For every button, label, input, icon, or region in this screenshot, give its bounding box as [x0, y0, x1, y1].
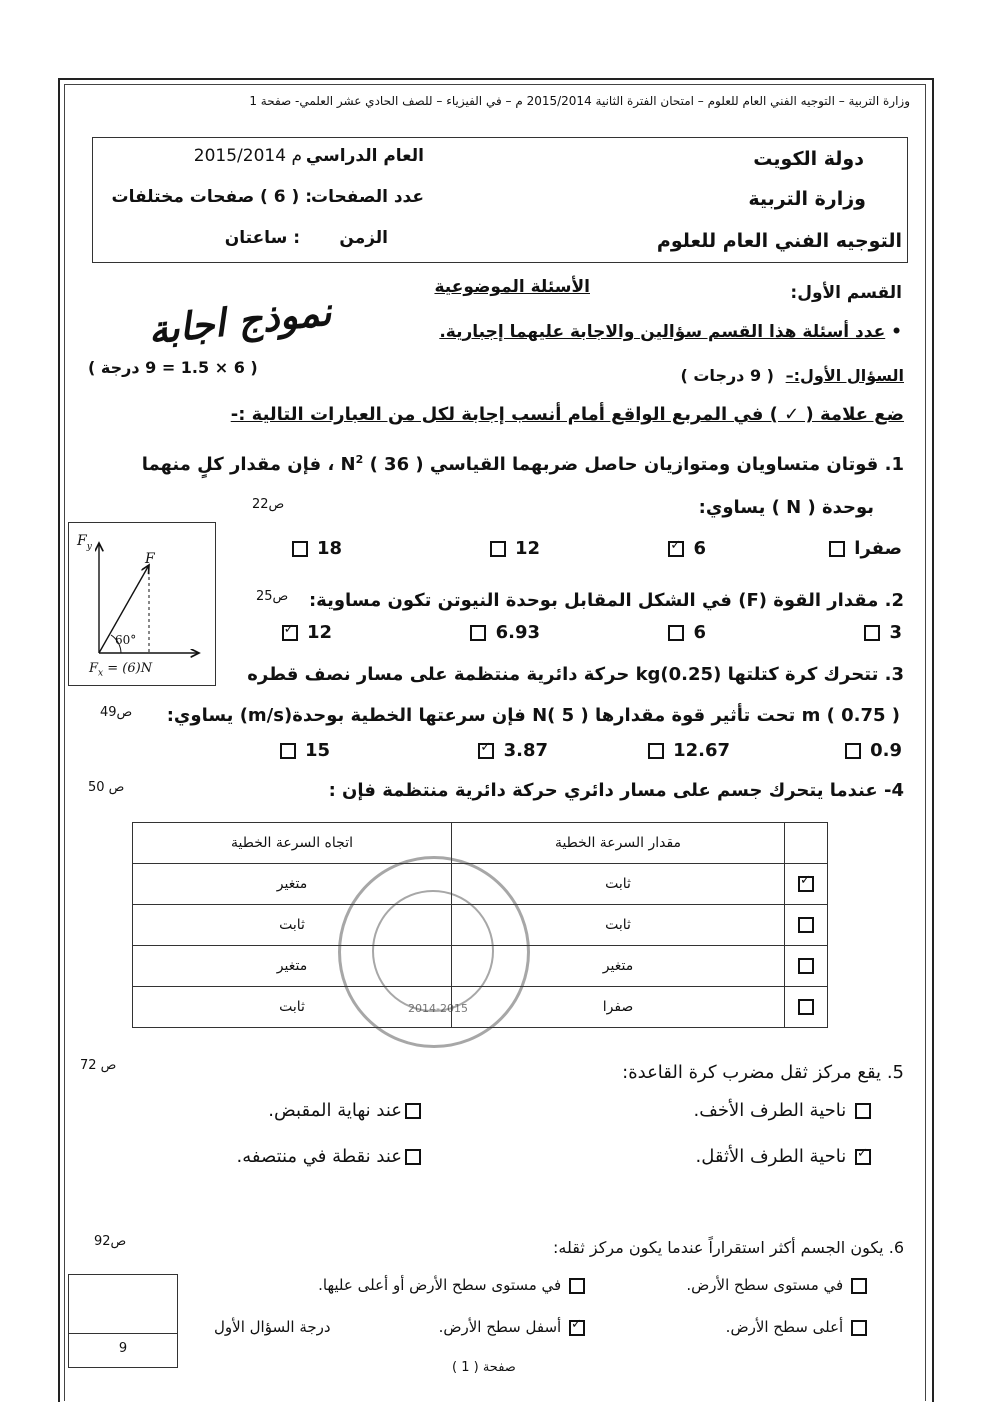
q2-option-2[interactable]: 6 — [665, 622, 706, 643]
q5-option-1[interactable]: ناحية الطرف الأخف. — [694, 1100, 874, 1121]
checkbox-icon — [864, 625, 880, 641]
table-option-checkbox[interactable] — [785, 864, 828, 905]
q2-ref: ص25 — [256, 589, 289, 604]
directorate: التوجيه الفني العام للعلوم — [656, 230, 902, 252]
q4-text: 4- عندما يتحرك جسم على مسار دائري حركة دائرية منتظمة فإن : — [328, 780, 904, 801]
country: دولة الكويت — [753, 148, 864, 170]
pages-value: : ( 6 ) صفحات مختلفات — [111, 187, 312, 207]
checkbox-icon — [668, 625, 684, 641]
checkbox-icon — [405, 1149, 421, 1165]
time-label: الزمن — [339, 228, 388, 248]
checkbox-icon — [851, 1278, 867, 1294]
table-option-checkbox[interactable] — [785, 987, 828, 1028]
table-option-checkbox[interactable] — [785, 905, 828, 946]
q4-ref: ص 50 — [88, 780, 125, 795]
section-note: • عدد أسئلة هذا القسم سؤالين والاجابة عليهما إجبارية. — [439, 322, 902, 342]
q1-label: السؤال الأول:– — [785, 366, 904, 385]
table-cell: متغير — [133, 864, 452, 905]
checkbox-icon — [490, 541, 506, 557]
checked-checkbox-icon — [569, 1320, 585, 1336]
q1-marks: ( 9 درجات ) — [680, 366, 774, 385]
top-header: وزارة التربية – التوجيه الفني العام للعلوم – امتحان الفترة الثانية 2015/2014 م – في الفيزياء – للصف الحادي عشر العلمي- صفحة 1 — [249, 94, 910, 108]
table-cell: متغير — [133, 946, 452, 987]
force-figure — [68, 522, 216, 686]
table-cell: متغير — [452, 946, 785, 987]
checked-checkbox-icon — [855, 1149, 871, 1165]
q2-text: 2. مقدار القوة (F) في الشكل المقابل بوحدة النيوتن تكون مساوية: — [308, 590, 904, 611]
checkbox-icon — [855, 1103, 871, 1119]
score-label: درجة السؤال الأول — [214, 1318, 331, 1336]
checkbox-icon — [829, 541, 845, 557]
checkbox-icon — [851, 1320, 867, 1336]
score-box — [68, 1274, 178, 1368]
table-cell — [785, 823, 828, 864]
ministry: وزارة التربية — [748, 188, 866, 210]
year-value: 2015/2014 م — [193, 146, 302, 166]
table-cell: ثابت — [452, 864, 785, 905]
q3-ref: ص49 — [100, 705, 133, 720]
checkbox-icon — [845, 743, 861, 759]
year-label: العام الدراسي — [305, 146, 424, 166]
fx-label: $F_x = (6)N$ — [89, 661, 153, 679]
q1-option-2[interactable]: ✓ 6 — [665, 538, 706, 559]
checkbox-icon — [292, 541, 308, 557]
checkbox-icon — [798, 999, 814, 1015]
q6-ref: ص92 — [94, 1234, 127, 1249]
checkbox-icon — [470, 625, 486, 641]
section-subtitle: الأسئلة الموضوعية — [434, 277, 590, 297]
q1-option-4[interactable]: 18 — [289, 538, 342, 559]
section-title: القسم الأول: — [790, 283, 902, 303]
q3-option-1[interactable]: 0.9 — [842, 740, 902, 761]
checked-checkbox-icon — [282, 625, 298, 641]
q2-option-4[interactable]: ✓ 12 — [279, 622, 332, 643]
checkbox-icon — [280, 743, 296, 759]
checked-checkbox-icon — [478, 743, 494, 759]
fy-label: $F_y$ — [77, 533, 92, 552]
page-footer: صفحة ( 1 ) — [452, 1360, 516, 1375]
q6-option-1[interactable]: في مستوى سطح الأرض. — [686, 1276, 870, 1294]
q3-option-3[interactable]: ✓ 3.87 — [475, 740, 548, 761]
q1-option-1[interactable]: صفرا — [826, 538, 902, 559]
table-cell: ثابت — [133, 987, 452, 1028]
angle-label: 60° — [115, 633, 137, 647]
q6-option-4[interactable]: ✓ أسفل سطح الأرض. — [439, 1318, 588, 1336]
score-value: 9 — [118, 1341, 128, 1356]
official-stamp-inner — [372, 890, 494, 1012]
table-header: اتجاه السرعة الخطية — [133, 823, 452, 864]
checkbox-icon — [798, 917, 814, 933]
q6-text: 6. يكون الجسم أكثر استقراراً عندما يكون مركز ثقله: — [553, 1238, 904, 1257]
q1-calc: ( 6 × 1.5 = 9 درجة ) — [88, 358, 258, 377]
stamp-year: 2014-2015 — [408, 1002, 468, 1015]
table-cell: ثابت — [452, 905, 785, 946]
time-value: : ساعتان — [224, 228, 300, 248]
q5-option-3[interactable]: ✓ ناحية الطرف الأثقل. — [696, 1146, 874, 1167]
q1-ref: ص22 — [252, 497, 285, 512]
q1-text-line2: بوحدة ( N ) يساوي: — [698, 497, 874, 518]
q1-text: 1. قوتان متساويان ومتوازيان حاصل ضربهما القياسي $N^2$ ( 36 ) ، فإن مقدار كلٍ منهما — [141, 453, 904, 475]
checked-checkbox-icon — [798, 876, 814, 892]
checkbox-icon — [798, 958, 814, 974]
score-divider — [69, 1333, 177, 1334]
checkbox-icon — [648, 743, 664, 759]
q3-text: 3. تتحرك كرة كتلتها kg(0.25) حركة دائرية منتظمة على مسار نصف قطره — [247, 664, 904, 685]
q5-ref: ص 72 — [80, 1058, 117, 1073]
table-cell: ثابت — [133, 905, 452, 946]
table-cell: صفرا — [452, 987, 785, 1028]
table-option-checkbox[interactable] — [785, 946, 828, 987]
q6-option-2[interactable]: في مستوى سطح الأرض أو أعلى عليها. — [318, 1276, 588, 1294]
q3-option-2[interactable]: 12.67 — [645, 740, 730, 761]
q3-text-line2: m ( 0.75 ) تحت تأثير قوة مقدارها N( 5 ) فإن سرعتها الخطية بوحدة(m/s) يساوي: — [166, 705, 900, 726]
f-label: F — [145, 551, 155, 567]
q6-option-3[interactable]: أعلى سطح الأرض. — [726, 1318, 870, 1336]
pages-label: عدد الصفحات — [311, 187, 424, 207]
q3-option-4[interactable]: 15 — [277, 740, 330, 761]
table-header-row — [133, 823, 828, 864]
table-header: مقدار السرعة الخطية — [452, 823, 785, 864]
q2-option-3[interactable]: 6.93 — [467, 622, 540, 643]
q2-option-1[interactable]: 3 — [861, 622, 902, 643]
q1-option-3[interactable]: 12 — [487, 538, 540, 559]
q5-option-4[interactable]: عند نقطة في منتصفه. — [236, 1146, 424, 1167]
checkbox-icon — [569, 1278, 585, 1294]
checked-checkbox-icon — [668, 541, 684, 557]
model-answer-handwriting: نموذج اجابة — [146, 288, 334, 353]
checkbox-icon — [405, 1103, 421, 1119]
q5-text: 5. يقع مركز ثقل مضرب كرة القاعدة: — [622, 1062, 904, 1083]
instruction: ضع علامة ( ✓ ) في المربع الواقع أمام أنسب إجابة لكل من العبارات التالية :- — [230, 404, 904, 425]
q5-option-2[interactable]: عند نهاية المقبض. — [268, 1100, 424, 1121]
